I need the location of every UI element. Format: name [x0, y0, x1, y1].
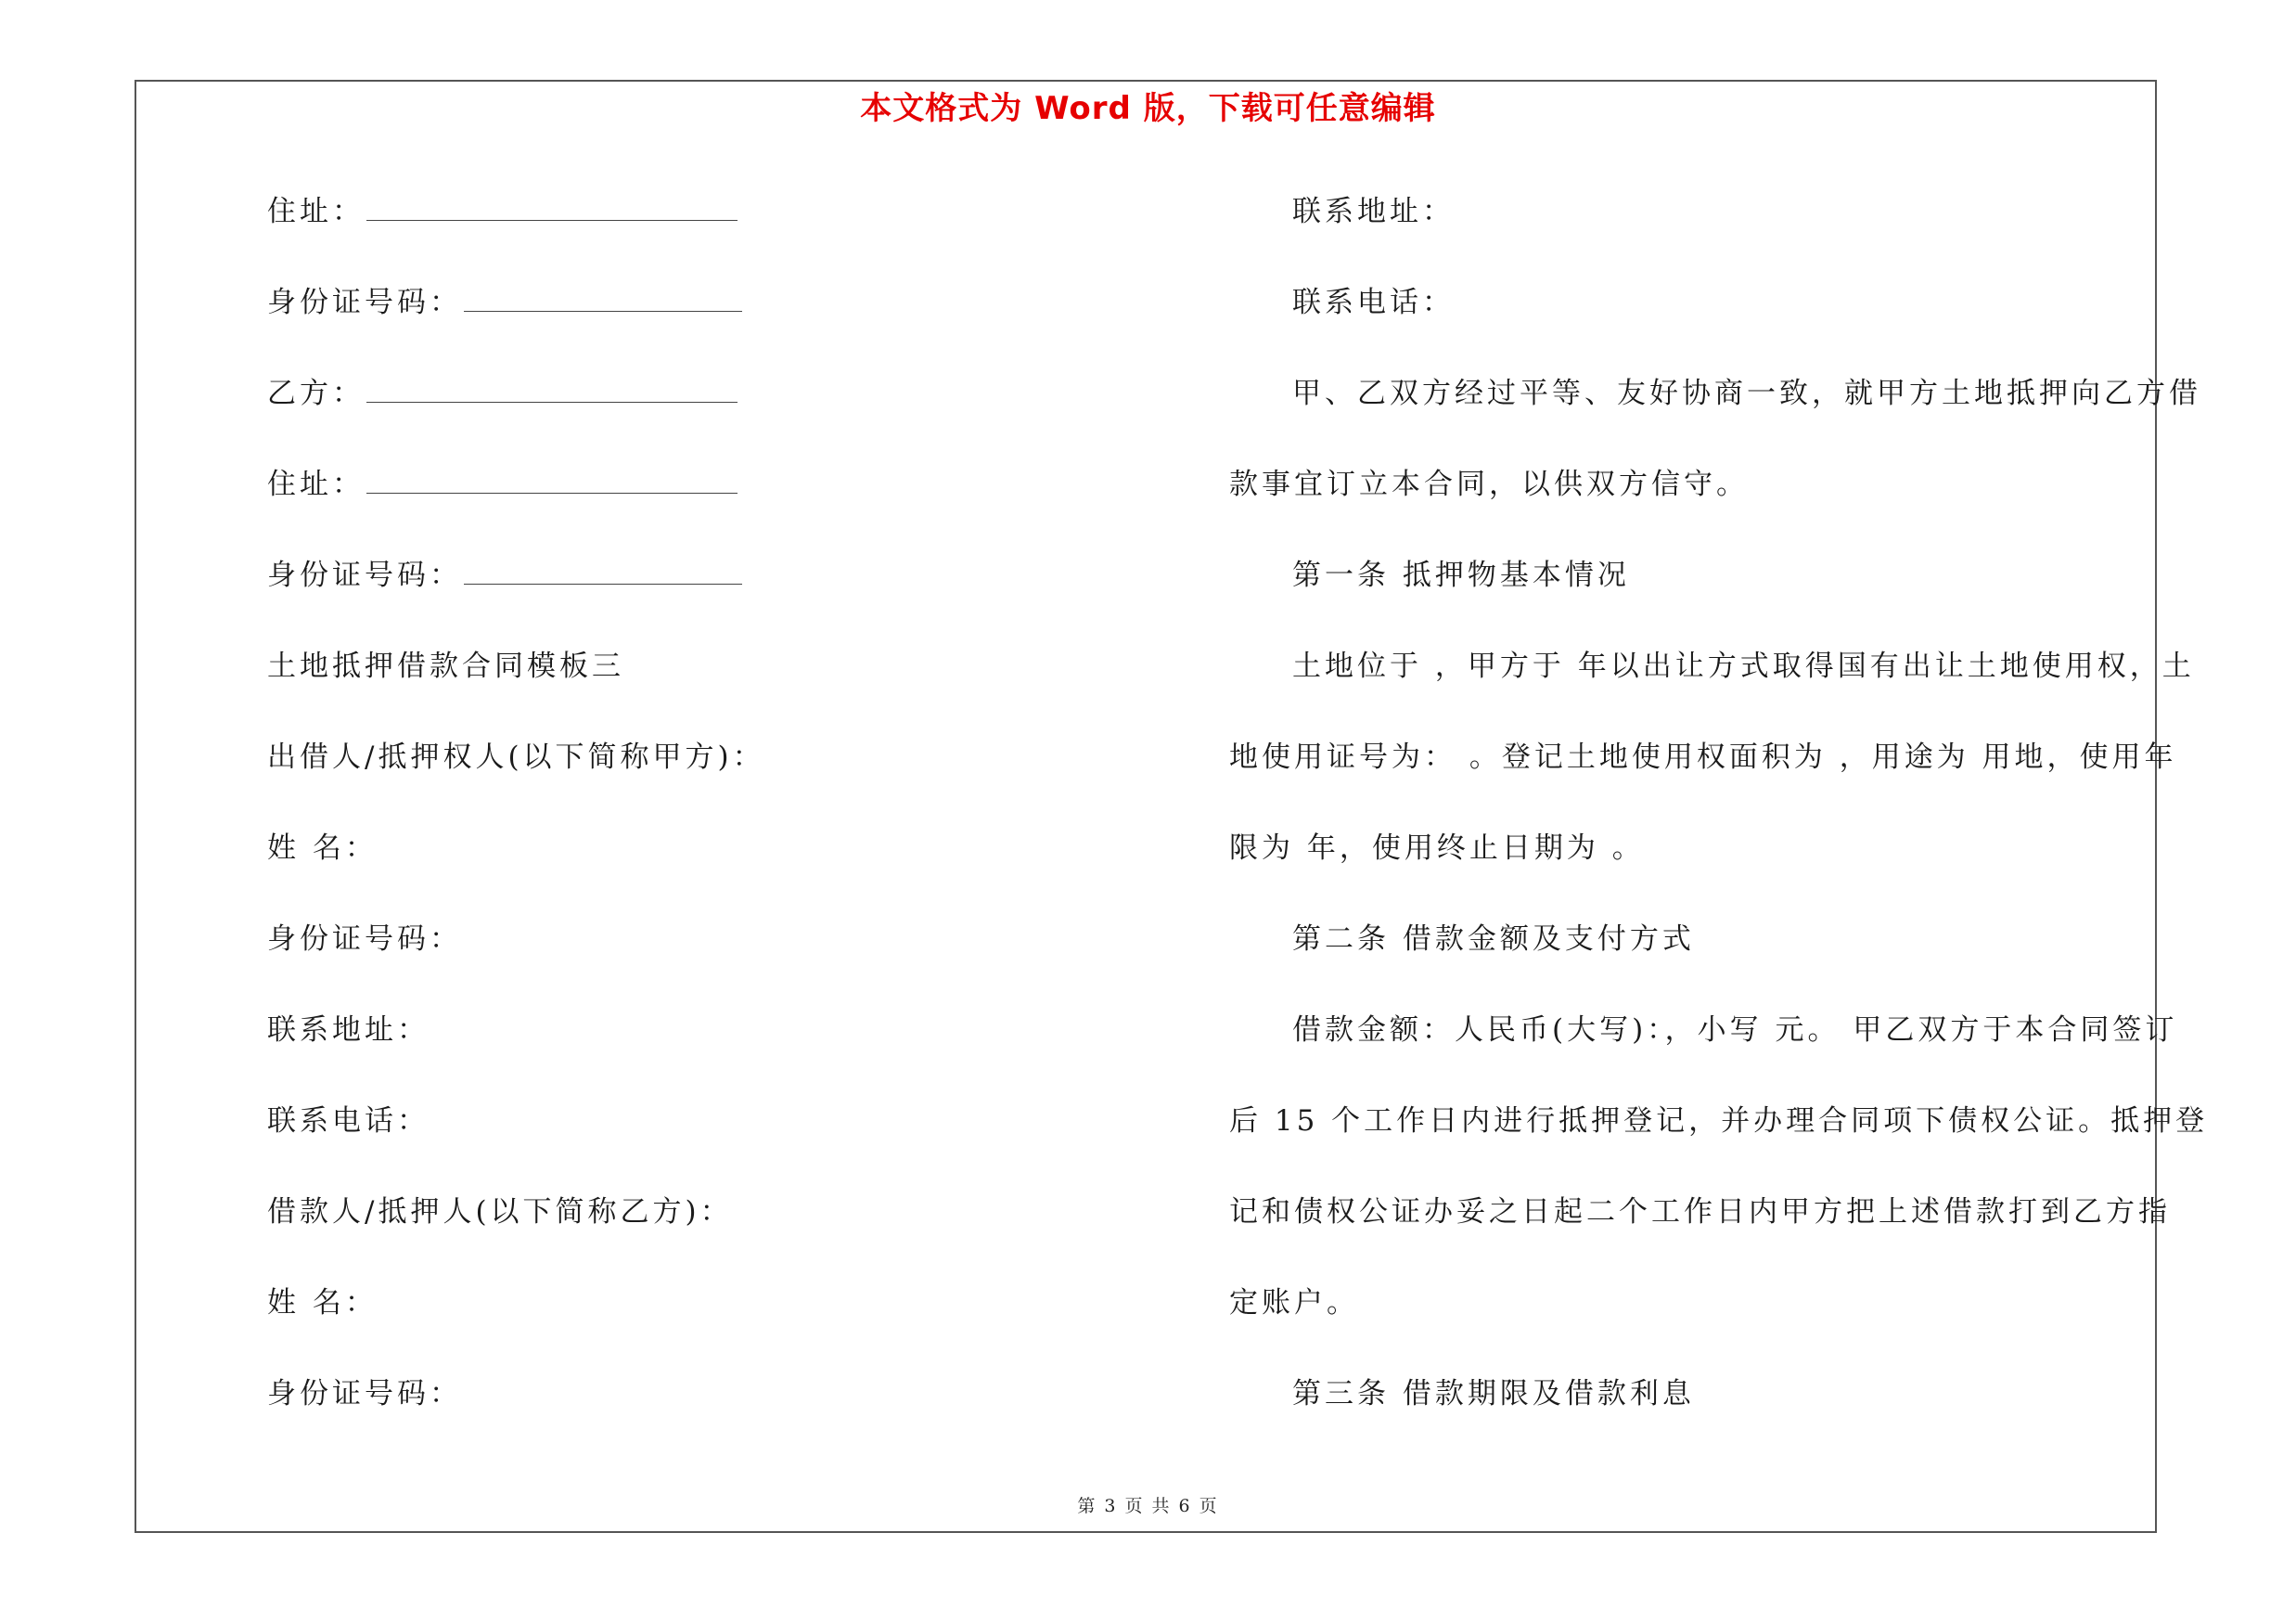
- preamble-line-2: 款事宜订立本合同，以供双方信守。: [1229, 468, 1749, 501]
- lender-phone-label: 联系电话：: [267, 1104, 430, 1138]
- article-1-line-2: 地使用证号为： 。登记土地使用权面积为 ，用途为 用地，使用年: [1229, 741, 2177, 774]
- article-2-line-3: 记和债权公证办妥之日起二个工作日内甲方把上述借款打到乙方指: [1229, 1195, 2171, 1229]
- borrower-address-label: 联系地址：: [1292, 195, 1455, 228]
- fill-in-blank: [366, 374, 738, 403]
- left-line-2: [267, 282, 742, 323]
- borrower-name-label: 姓 名：: [267, 1286, 378, 1320]
- left-line-1: [267, 191, 738, 232]
- fill-in-blank: [366, 192, 738, 221]
- field-label: 住址：: [267, 195, 365, 228]
- fill-in-blank: [464, 283, 742, 312]
- left-line-5: [267, 555, 742, 596]
- article-1-line-1: 土地位于 ，甲方于 年以出让方式取得国有出让土地使用权，土: [1292, 650, 2195, 683]
- field-label: 身份证号码：: [267, 286, 462, 319]
- article-1-line-3: 限为 年，使用终止日期为 。: [1229, 831, 1645, 865]
- lender-name-label: 姓 名：: [267, 831, 378, 865]
- page-number: 第 3 页 共 6 页: [1077, 1496, 1219, 1516]
- contract-template-title: 土地抵押借款合同模板三: [267, 650, 624, 683]
- preamble-line-1: 甲、乙双方经过平等、友好协商一致，就甲方土地抵押向乙方借: [1292, 377, 2201, 410]
- word-format-banner: 本文格式为 Word 版，下载可任意编辑: [860, 90, 1436, 127]
- field-label: 身份证号码：: [267, 559, 462, 592]
- lender-heading: 出借人/抵押权人(以下简称甲方)：: [267, 741, 765, 774]
- article-1-heading: 第一条 抵押物基本情况: [1292, 559, 1630, 592]
- left-line-4: [267, 464, 738, 505]
- lender-address-label: 联系地址：: [267, 1013, 430, 1047]
- article-2-line-2: 后 15 个工作日内进行抵押登记，并办理合同项下债权公证。抵押登: [1229, 1104, 2209, 1138]
- fill-in-blank: [366, 465, 738, 494]
- borrower-heading: 借款人/抵押人(以下简称乙方)：: [267, 1195, 733, 1229]
- article-2-line-4: 定账户。: [1229, 1286, 1359, 1320]
- article-2-heading: 第二条 借款金额及支付方式: [1292, 922, 1695, 956]
- field-label: 乙方：: [267, 377, 365, 410]
- lender-id-label: 身份证号码：: [267, 922, 462, 956]
- fill-in-blank: [464, 556, 742, 585]
- left-line-3: [267, 373, 738, 414]
- field-label: 住址：: [267, 468, 365, 501]
- article-2-line-1: 借款金额：人民币(大写)：，小写 元。 甲乙双方于本合同签订: [1292, 1013, 2178, 1047]
- borrower-id-label: 身份证号码：: [267, 1377, 462, 1410]
- article-3-heading: 第三条 借款期限及借款利息: [1292, 1377, 1695, 1410]
- borrower-phone-label: 联系电话：: [1292, 286, 1455, 319]
